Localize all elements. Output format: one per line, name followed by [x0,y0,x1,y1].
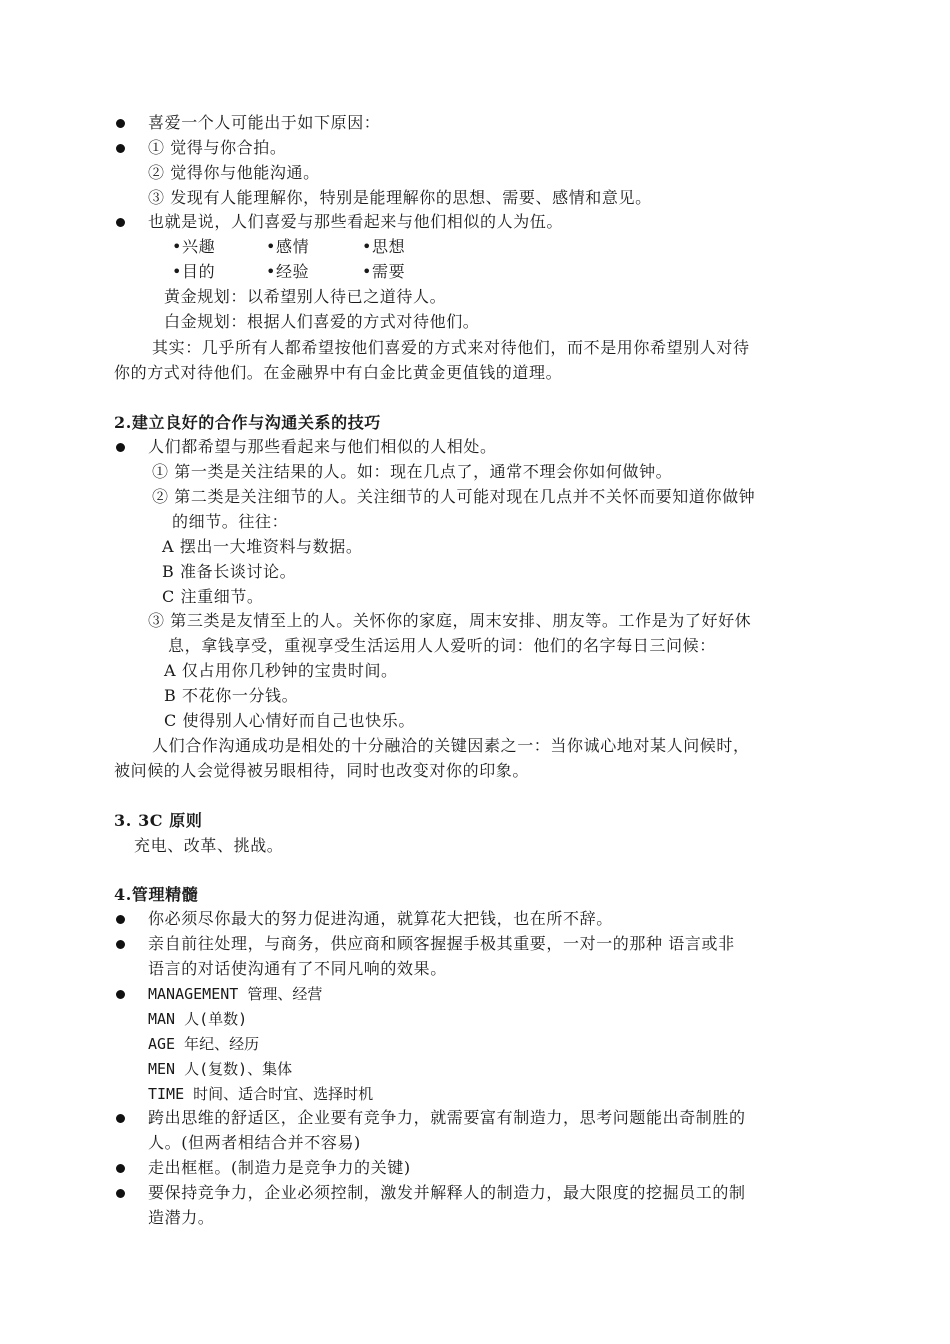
bullet-icon [116,1114,125,1123]
trait-item: •目的 [172,262,216,281]
text-line: ② 第二类是关注细节的人。关注细节的人可能对现在几点并不关怀而要知道你做钟 [152,487,756,506]
text-line: B 不花你一分钱。 [164,686,299,705]
text-line: 的细节。往往： [172,512,289,531]
bullet-icon [116,915,125,924]
text-line: MEN 人(复数)、集体 [148,1060,293,1078]
bullet-icon [116,443,125,452]
paragraph-line: 人们合作沟通成功是相处的十分融洽的关键因素之一：当你诚心地对某人问候时， [152,736,750,755]
trait-item: •需要 [362,262,406,281]
text-line: 喜爱一个人可能出于如下原因： [148,113,381,132]
trait-item: •经验 [266,262,310,281]
text-line: 要保持竞争力，企业必须控制，激发并解释人的制造力，最大限度的挖掘员工的制 [148,1183,746,1202]
text-line: 息，拿钱享受，重视享受生活运用人人爱听的词：他们的名字每日三问候： [168,636,716,655]
text-line: TIME 时间、适合时宜、选择时机 [148,1085,374,1103]
bullet-icon [116,119,125,128]
text-line: 你必须尽你最大的努力促进沟通，就算花大把钱，也在所不辞。 [148,909,613,928]
text-line: ② 觉得你与他能沟通。 [148,163,320,182]
text-line: 人们都希望与那些看起来与他们相似的人相处。 [148,437,497,456]
section-heading: 2.建立良好的合作与沟通关系的技巧 [114,413,381,432]
text-line: AGE 年纪、经历 [148,1035,260,1053]
text-line: 亲自前往处理，与商务，供应商和顾客握握手极其重要，一对一的那种 语言或非 [148,934,735,953]
trait-item: •思想 [362,237,406,256]
bullet-icon [116,1164,125,1173]
section-heading: 4.管理精髓 [114,885,199,904]
paragraph-line: 你的方式对待他们。在金融界中有白金比黄金更值钱的道理。 [114,363,563,382]
text-line: ③ 发现有人能理解你，特别是能理解你的思想、需要、感情和意见。 [148,188,652,207]
text-line: A 摆出一大堆资料与数据。 [162,537,363,556]
bullet-icon [116,1189,125,1198]
text-line: MANAGEMENT 管理、经营 [148,985,323,1003]
bullet-icon [116,940,125,949]
text-line: 走出框框。(制造力是竞争力的关键) [148,1158,411,1177]
text-line: C 使得别人心情好而自己也快乐。 [164,711,415,730]
trait-item: •感情 [266,237,310,256]
platinum-rule: 白金规划：根据人们喜爱的方式对待他们。 [164,312,480,331]
text-line: ① 觉得与你合拍。 [148,138,287,157]
text-line: B 准备长谈讨论。 [162,562,297,581]
text-line: 语言的对话使沟通有了不同凡响的效果。 [148,959,447,978]
text-line: 也就是说，人们喜爱与那些看起来与他们相似的人为伍。 [148,212,564,231]
text-line: 充电、改革、挑战。 [134,836,284,855]
bullet-icon [116,990,125,999]
paragraph-line: 被问候的人会觉得被另眼相待，同时也改变对你的印象。 [114,761,530,780]
text-line: 跨出思维的舒适区，企业要有竞争力，就需要富有制造力，思考问题能出奇制胜的 [148,1108,746,1127]
text-line: A 仅占用你几秒钟的宝贵时间。 [164,661,398,680]
section-heading: 3. 3C 原则 [114,811,203,830]
trait-item: •兴趣 [172,237,216,256]
bullet-icon [116,218,125,227]
text-line: 人。(但两者相结合并不容易) [148,1133,361,1152]
paragraph-line: 其实：几乎所有人都希望按他们喜爱的方式来对待他们，而不是用你希望别人对待 [152,338,750,357]
text-line: 造潜力。 [148,1208,215,1227]
gold-rule: 黄金规划：以希望别人待已之道待人。 [164,287,447,306]
text-line: ③ 第三类是友情至上的人。关怀你的家庭，周末安排、朋友等。工作是为了好好休 [148,611,752,630]
text-line: MAN 人(单数) [148,1010,248,1028]
text-line: C 注重细节。 [162,587,264,606]
bullet-icon [116,144,125,153]
text-line: ① 第一类是关注结果的人。如：现在几点了，通常不理会你如何做钟。 [152,462,673,481]
